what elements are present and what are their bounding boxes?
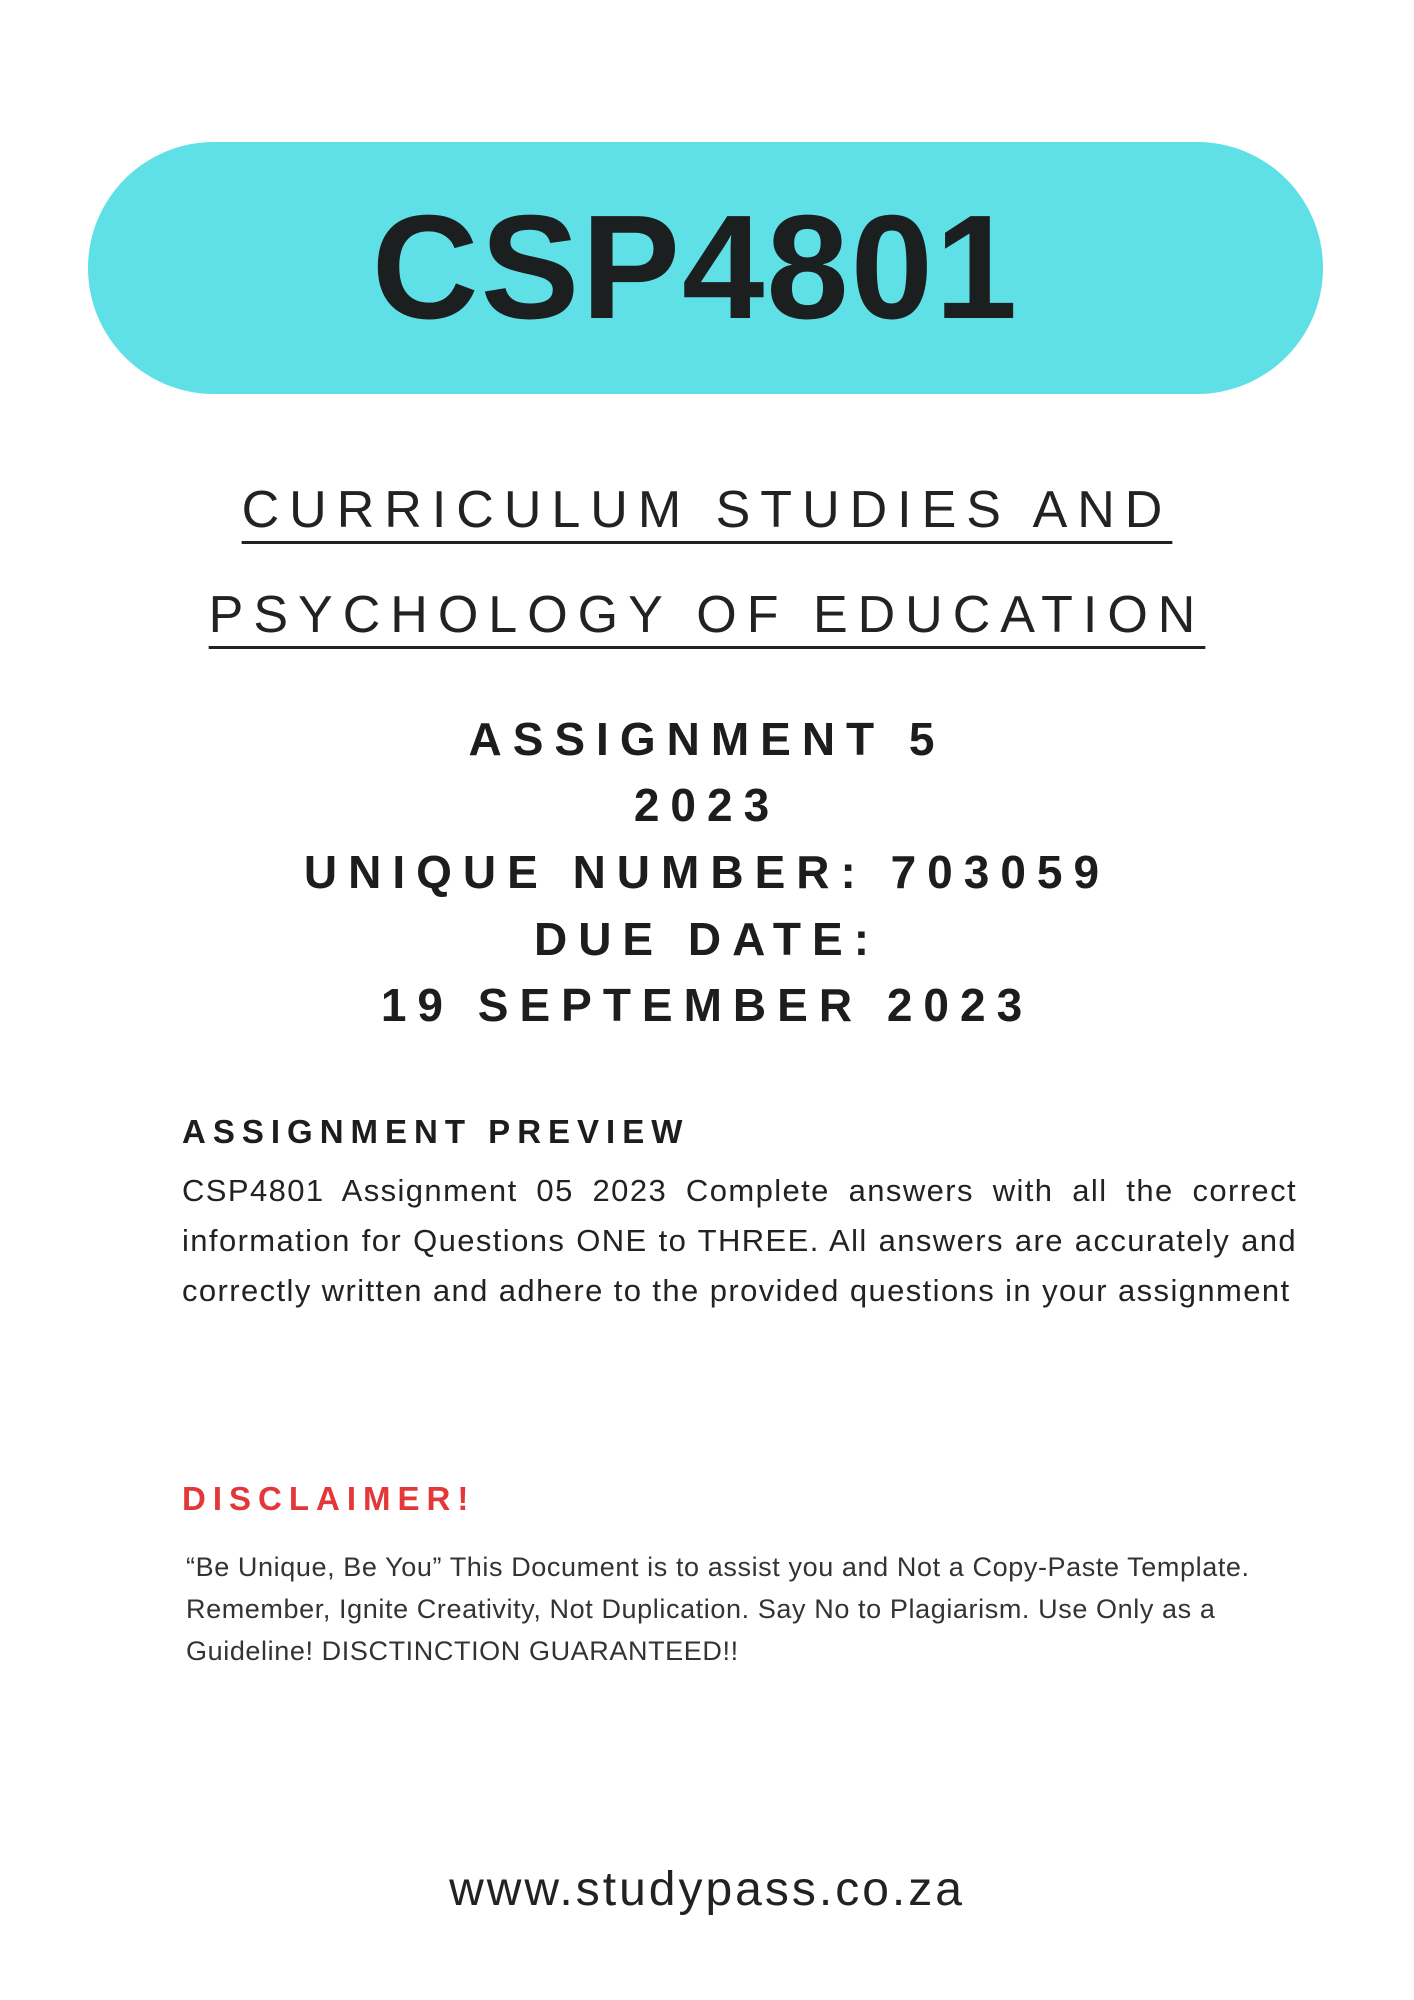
assignment-year: 2023 xyxy=(633,779,781,831)
disclaimer-body: “Be Unique, Be You” This Document is to assist you and Not a Copy-Paste Template. Remember, Ignite Creativity, Not Duplication. Say No to Plagiarism. Use Only as a Guideline! DISCTINCTION GUARANTEED!! xyxy=(186,1552,1250,1666)
course-code: CSP4801 xyxy=(371,185,1020,350)
due-date: 19 SEPTEMBER 2023 xyxy=(380,979,1034,1031)
subject-title-line-1-text: CURRICULUM STUDIES AND xyxy=(241,481,1173,539)
assignment-number: ASSIGNMENT 5 xyxy=(468,713,946,765)
course-code-banner xyxy=(88,142,1323,394)
subject-title-line-2 xyxy=(0,586,1414,644)
due-date-label: DUE DATE: xyxy=(533,913,881,965)
preview-body: CSP4801 Assignment 05 2023 Complete answers with all the correct information for Questions ONE to THREE. All answers are accurately and correctly written and adhere to the provided questions in your assignment xyxy=(182,1173,1297,1308)
subject-title-line-1 xyxy=(0,481,1414,539)
subject-title-line-2-text: PSYCHOLOGY OF EDUCATION xyxy=(208,586,1206,644)
website-url: www.studypass.co.za xyxy=(449,1863,965,1916)
disclaimer-heading: DISCLAIMER! xyxy=(182,1480,476,1517)
unique-number: UNIQUE NUMBER: 703059 xyxy=(303,846,1111,898)
preview-heading: ASSIGNMENT PREVIEW xyxy=(182,1113,690,1150)
